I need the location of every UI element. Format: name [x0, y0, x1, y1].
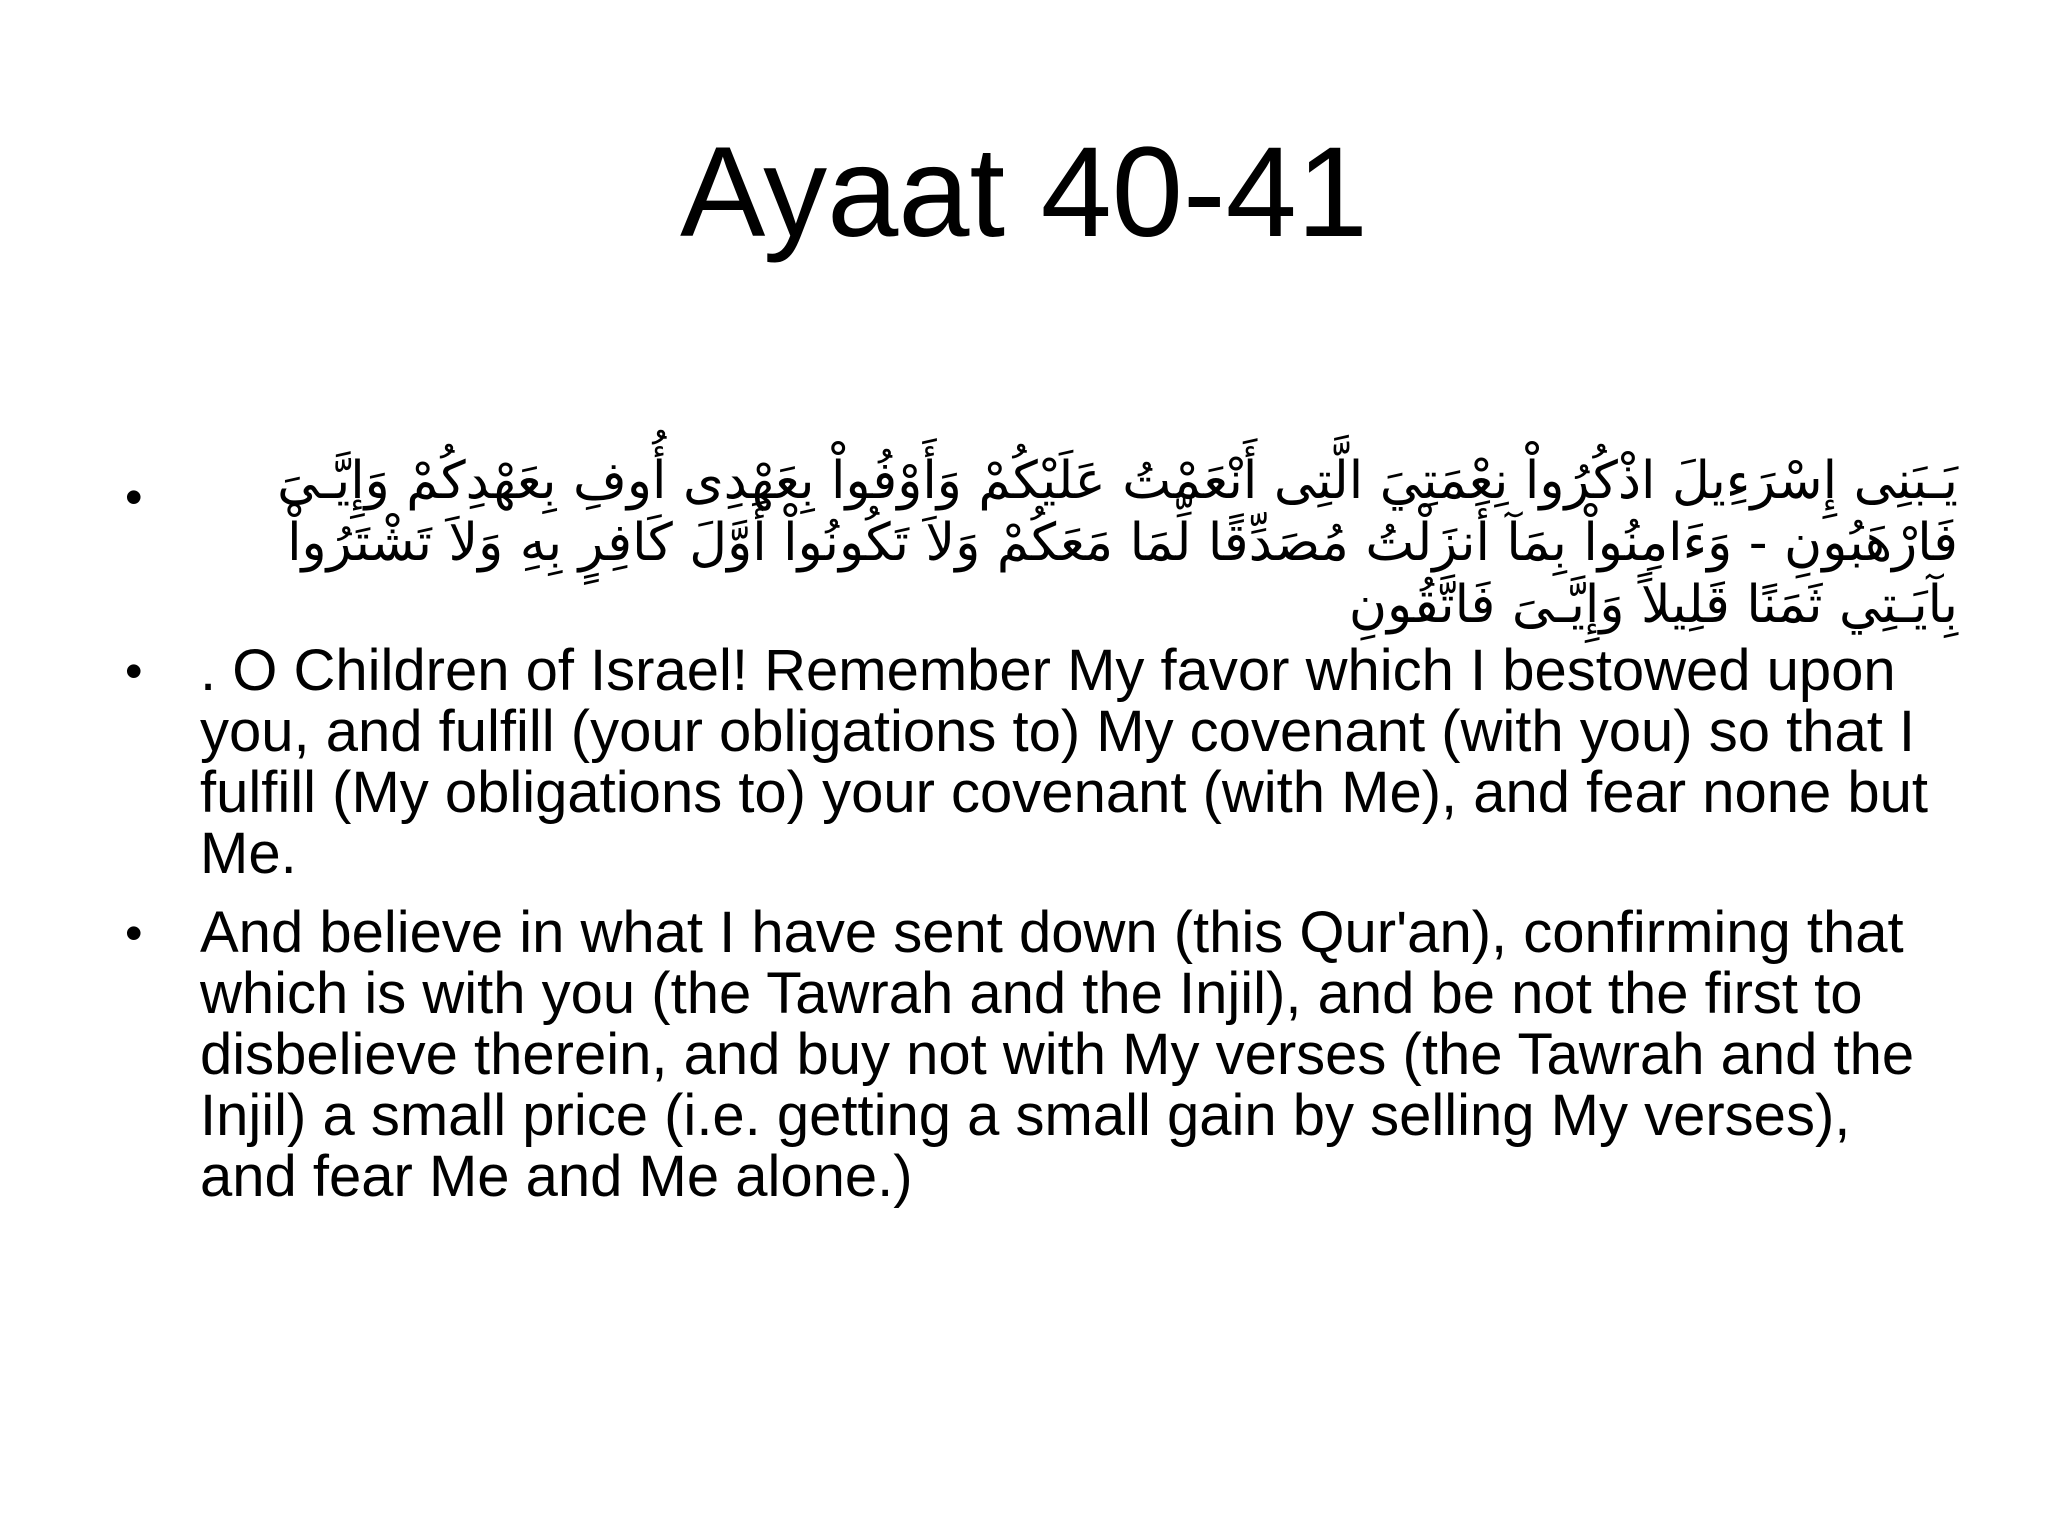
translation-text-40: . O Children of Israel! Remember My favor which I bestowed upon you, and fulfill (your obligations to) My covenant (with you) so that I fulfill (My obligations to) your covenant (with Me), and fear none but Me.	[200, 638, 1928, 886]
bullet-list	[120, 450, 1960, 1207]
bullet-marker: •	[125, 905, 143, 961]
bullet-item-arabic-verse	[120, 450, 1960, 636]
slide-title: Ayaat 40-41	[680, 121, 1368, 264]
arabic-verse-text: يَـبَنِى إِسْرَءِيلَ اذْكُرُواْ نِعْمَتِيَ الَّتِى أَنْعَمْتُ عَلَيْكُمْ وَأَوْفُواْ بِعَهْدِى أُوفِ بِعَهْدِكُمْ وَإِيَّـىَ فَارْهَبُونِ - وَءَامِنُواْ بِمَآ أَنزَلْتُ مُصَدِّقًا لِّمَا مَعَكُمْ وَلاَ تَكُونُواْ أَوَّلَ كَافِرٍ بِهِ وَلاَ تَشْتَرُواْ بِآيَـتِي ثَمَنًا قَلِيلاً وَإِيَّـىَ فَاتَّقُونِ	[277, 451, 1958, 635]
bullet-item-translation-40	[120, 640, 1960, 884]
bullet-marker: •	[125, 643, 143, 699]
bullet-marker: •	[125, 469, 143, 525]
translation-text-41: And believe in what I have sent down (this Qur'an), confirming that which is with you (the Tawrah and the Injil), and be not the first to disbelieve therein, and buy not with My verses (the Tawrah and the Injil) a small price (i.e. getting a small gain by selling My verses), and fear Me and Me alone.)	[200, 900, 1915, 1209]
bullet-item-translation-41	[120, 902, 1960, 1207]
